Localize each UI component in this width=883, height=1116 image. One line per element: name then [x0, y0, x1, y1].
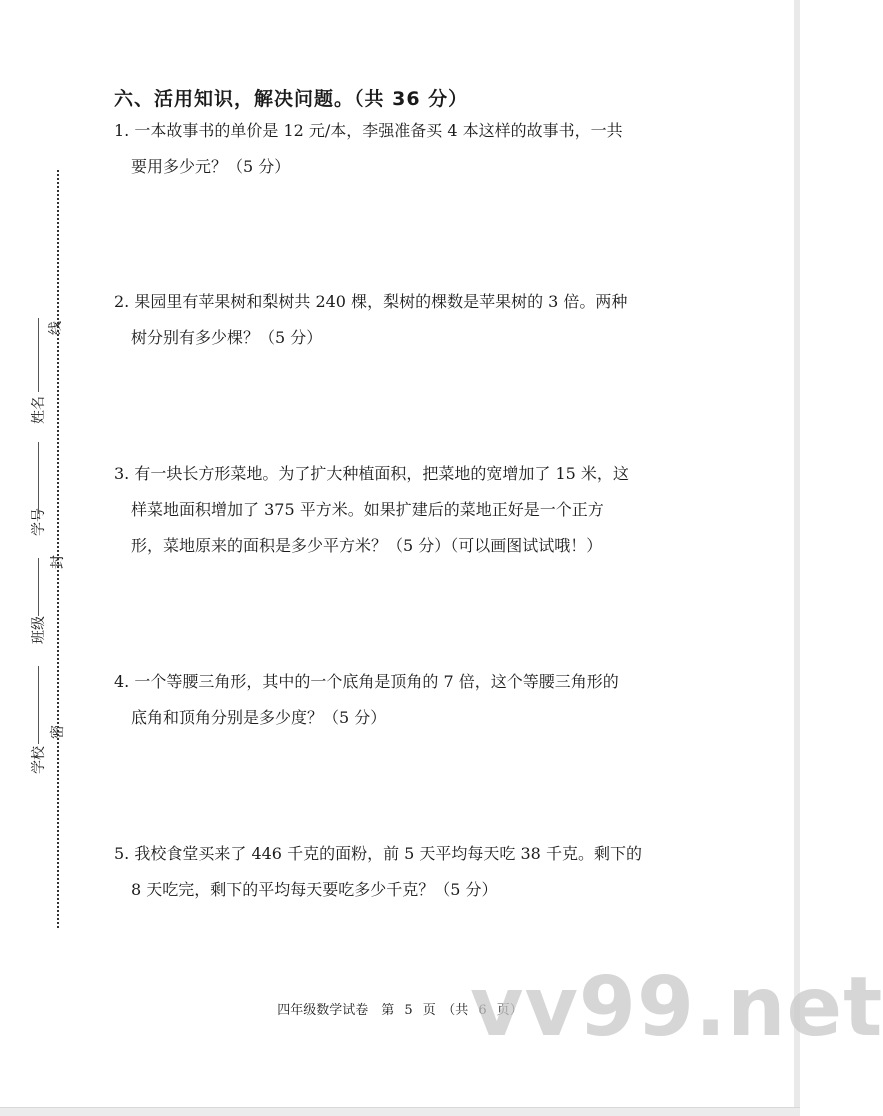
question-line: 3. 有一块长方形菜地。为了扩大种植面积，把菜地的宽增加了 15 米，这 [114, 464, 629, 483]
student-id-label: 学号 [31, 508, 47, 536]
question-line: 8 天吃完，剩下的平均每天要吃多少千克？（5 分） [131, 880, 498, 899]
question-3 [114, 456, 694, 564]
student-id-blank-line [38, 442, 39, 514]
question-line: 样菜地面积增加了 375 平方米。如果扩建后的菜地正好是一个正方 [131, 500, 604, 519]
question-2 [114, 284, 694, 356]
page-edge-right [794, 0, 800, 1116]
question-4 [114, 664, 694, 736]
question-line: 树分别有多少棵？（5 分） [131, 328, 323, 347]
seal-mark-line: 线 [48, 321, 64, 335]
seal-mark-seal: 封 [50, 555, 66, 569]
question-line: 2. 果园里有苹果树和梨树共 240 棵，梨树的棵数是苹果树的 3 倍。两种 [114, 292, 628, 311]
question-5 [114, 836, 694, 908]
class-label: 班级 [31, 616, 47, 644]
school-blank-line [38, 666, 39, 744]
question-line: 4. 一个等腰三角形，其中的一个底角是顶角的 7 倍，这个等腰三角形的 [114, 672, 619, 691]
seal-mark-secret: 密 [50, 725, 66, 739]
page-footer: 四年级数学试卷 第 5 页 （共 6 页） [277, 1003, 523, 1018]
class-blank-line [38, 558, 39, 616]
question-1 [114, 113, 694, 185]
watermark: vv99.net [470, 960, 883, 1055]
name-label: 姓名 [31, 396, 47, 424]
page-edge-bottom [0, 1107, 800, 1116]
question-line: 1. 一本故事书的单价是 12 元/本，李强准备买 4 本这样的故事书，一共 [114, 121, 623, 140]
section-title: 六、活用知识，解决问题。（共 36 分） [114, 88, 469, 110]
question-line: 形，菜地原来的面积是多少平方米？（5 分）（可以画图试试哦！） [131, 536, 603, 555]
question-line: 底角和顶角分别是多少度？（5 分） [131, 708, 387, 727]
question-line: 5. 我校食堂买来了 446 千克的面粉，前 5 天平均每天吃 38 千克。剩下的 [114, 844, 642, 863]
school-label: 学校 [31, 746, 47, 774]
binding-dotted-line [57, 170, 59, 928]
name-blank-line [38, 318, 39, 392]
question-line: 要用多少元？（5 分） [131, 157, 291, 176]
